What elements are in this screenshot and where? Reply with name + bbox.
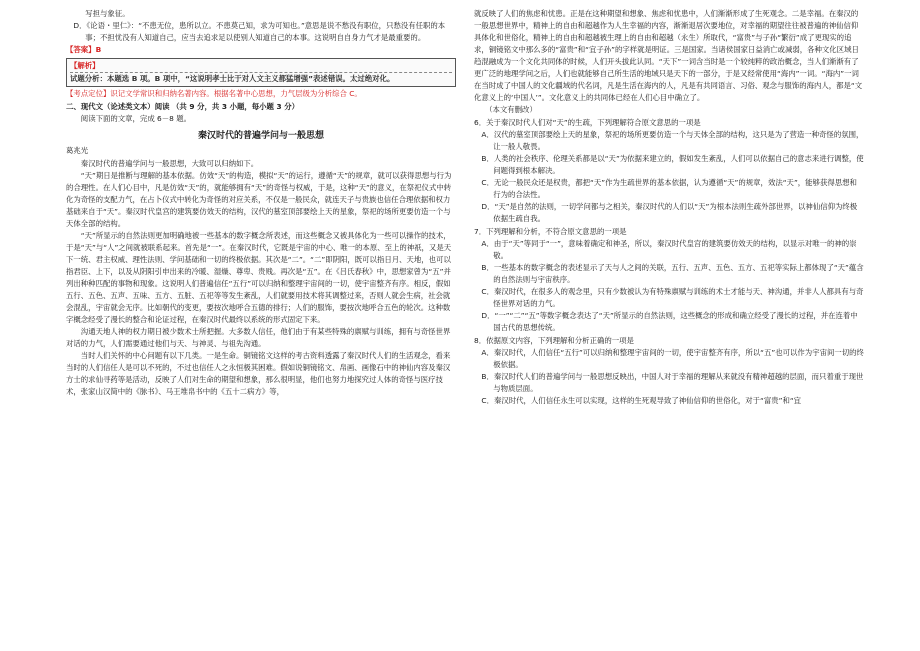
question-8-stem: 8．依据原文内容，下列理解和分析正确的一项是 [474, 335, 634, 345]
question-8-option-b: B．秦汉时代人们的普遍学问与一般思想反映出，中国人对于幸福的理解从来就没有精神超越的层面，而只着重于现世与物质层面。 [481, 371, 864, 393]
analysis-label: 【解析】 [70, 60, 100, 70]
analysis-box [66, 58, 456, 87]
question-6-stem: 6．关于秦汉时代人们对“天”的生疏，下列理解符合原文意思的一项是 [474, 117, 701, 127]
question-8-option-a: A．秦汉时代，人们信任“五行”可以归纳和整理宇宙间的一切，使宇宙整齐有序，所以“五”也可以作为宇宙间一切的终极依据。 [481, 347, 864, 369]
article-title: 秦汉时代的普遍学问与一般思想 [197, 130, 324, 141]
left-column [66, 8, 456, 398]
article-paragraph: 沟通天地人神的权力期日被少数术士所把握。大多数人信任，他们由于有某些特殊的禀赋与训练，拥有与奇怪世界对话的力气，人们需要通过他们与天、与神灵、与祖先沟通。 [66, 327, 451, 349]
question-7-stem: 7．下列理解和分析，不符合原文意思的一项是 [474, 226, 627, 236]
section-heading: 二、现代文（论述类文本）阅读 （共 9 分，共 3 小题，每小题 3 分） [66, 101, 299, 111]
question-7-option-a: A．由于“天”等同于“一”，意味着确定和神圣，所以，秦汉时代皇宫的建筑要仿效天的结构，以显示对唯一的神的崇敬。 [481, 238, 857, 260]
question-7-option-b: B．一些基本的数字概念的表述显示了天与人之间的关联，五行、五声、五色、五方、五祀等实际上都体现了“天”蕴含的自然法则与宇宙秩序。 [481, 262, 864, 284]
question-6-option-d: D．“天”是自然的法则，一切学问都与之相关，秦汉时代的人们以“天”为根本法则生疏外部世界，以神仙信仰为终极依据生疏自我。 [481, 201, 858, 223]
article-paragraph: “天”期日是推断与理解的基本依据。仿效“天”的构造，模拟“天”的运行，遵循“天”的规章，就可以获得思想与行为的合理性。在人们心目中，凡是仿效“天”的，就能够拥有“天”的奇怪与权威，于是，这种“天”的意义，在祭祀仪式中转化为奇怪的支配力气，在占卜仪式中转化为奇怪的对应关系，不仅是一般民众，就连天子与贵族也信任合理依据和权力基础来自于“天”。秦汉时代皇宫的建筑要仿效天的结构，汉代的墓室顶部要绘上天的星象，祭祀的场所更要仿造一个与天体全部的结构。 [66, 171, 452, 229]
answer-label: 【答案】B [66, 44, 102, 54]
source-note: （本文有删改） [485, 104, 537, 114]
option-c-continuation: 写担与象征。 [85, 9, 130, 18]
question-6-option-a: A．汉代的墓室顶部要绘上天的星象，祭祀的场所更要仿造一个与天体全部的结构，这只是为了营造一种奇怪的氛围，让一般人敬畏。 [481, 129, 864, 151]
right-column [474, 8, 864, 406]
question-7-option-d: D．“一”“二”“五”等数字概念表达了“天”所显示的自然法则，这些概念的形成和确立经受了漫长的过程，并在连着中国古代的思想传统。 [481, 310, 858, 332]
article-paragraph: 就反映了人们的焦虑和忧患。正是在这种期望和想象、焦虑和忧患中，人们渐渐形成了生死观念。二是幸福。在秦汉的一般思想世界中，精神上的自由和超越作为人生幸福的内容，渐渐退居次要地位，对幸福的期望往往被普遍的神仙信仰具体化和世俗化，精神上的自由和超越被生理上的自由和超越（永生）所取代，“富贵”与子孙“繁衍”成了更现实的追求，铜镜铭文中那么多的“富贵”和“宜子孙”的字样就是明证。三是国家。当诸侯国家日益消亡或减弱，各种文化区域日趋混融成为一个文化共同体的时候，人们开头拔此认同。“天下”一词含当时是一个较纯粹的政治概念，当人们渐渐有了更广泛的地理学问之后，人们也就能够自己所生活的地域只是天下的一部分，于是又经常使用“海内”一词。“海内”一词在当时成了中国人的文化疆域的代名词，凡是生活在海内的人，凡是有共同语言、习俗、观念与服饰的海内人，都是“文化意义上的‘中国人’”。文化意义上的共同体已经在人们心目中确立了。 [474, 9, 863, 102]
question-6-option-b: B．人类的社会秩序、伦理关系都是以“天”为依据来建立的，假如发生紊乱，人们可以依据自己的意志来进行调整，使问题得到根本解决。 [481, 153, 864, 175]
question-7-option-c: C．秦汉时代，在很多人的观念里，只有少数被认为有特殊禀赋与训练的术士才能与天、神沟通，并非人人都具有与奇怪世界对话的力气。 [481, 286, 864, 308]
article-paragraph: 秦汉时代的普遍学问与一般思想，大致可以归纳如下。 [80, 159, 259, 169]
option-d: D．《论语・里仁》：“不患无位，患所以立。不患莫己知，求为可知也。”意思是说不愁没有职位，只愁没有任职的本事；不担忧没有人知道自己，应当去追求足以使别人知道自己的本事。这说明自自身力气才是最重要的。 [73, 20, 446, 42]
article-paragraph: 当时人们关怀的中心问题有以下几类。一是生命。铜镜铭文这样的考古资料透露了秦汉时代人们的生活观念，看来当时的人们信任人是可以不死的，不过也信任人之永恒极其困难。假如说铜镜铭文、帛画、画像石中的神仙内容及秦汉方士的求仙寻药等是活动，反映了人们对生命的期望和想象，那么很明显，他们也努力地探究过人体的奇怪与医疗技术，张家山汉简中的《脉书》、马王堆帛书中的《五十二病方》等， [66, 351, 451, 397]
question-6-option-c: C．无论一般民众还是权贵，都把“天”作为生疏世界的基本依据，认为遵循“天”的规章，效法“天”，能够获得思想和行为的合法性。 [481, 177, 857, 199]
exam-point: 【考点定位】识记文学常识和归纳名著内容。根据名著中心思想，力气层级为分析综合 C。 [66, 88, 362, 98]
question-8-option-c: C．秦汉时代，人们信任永生可以实现，这样的生死观导致了神仙信仰的世俗化，对于“富贵”和“宜 [481, 395, 802, 405]
article-author: 葛兆光 [66, 146, 89, 156]
analysis-text: 试题分析：本题选 B 项。B 项中，“这说明孝士比于对人文主义都猛增强”表述错误。太过绝对化。 [70, 72, 452, 85]
article-paragraph: “天”所显示的自然法则更加明确地被一些基本的数字概念所表述，而这些概念又被具体化为一些可以操作的技术，于是“天”与“人”之间就被联系起来。首先是“一”。在秦汉时代，它既是宇宙的中心、唯一的本原、至上的神祇，又是天下一统、君主权威、理性法则、学问基础和一切的终极依据。其次是“二”。“二”即阴阳，既可以指日月、天地，也可以指君臣、上下，以及从阴阳引申出来的冷暖、湿燥、尊卑、贵贱。再次是“五”。在《吕氏春秋》中，思想家曾为“五”并列出种种匹配的事物和现象。这说明人们普遍信任“五行”可以归纳和整理宇宙间的一切，使宇宙整齐有序。相反，假如五行、五色、五声、五味、五方、五脏、五祀等等发生紊乱，人们就要用技术将其调整过来，否则人就会生病，社会就会混乱，宇宙就会无序。比如朝代的变更，要按次地呼合五德的排行；人们的服饰，要按次地呼合五色的轮次。这种数字概念经受了漫长的整合和论证过程，在秦汉时代最终以系统的形式固定下来。 [66, 231, 452, 325]
reading-instruction: 阅读下面的文章，完成 6－8 题。 [80, 113, 191, 123]
